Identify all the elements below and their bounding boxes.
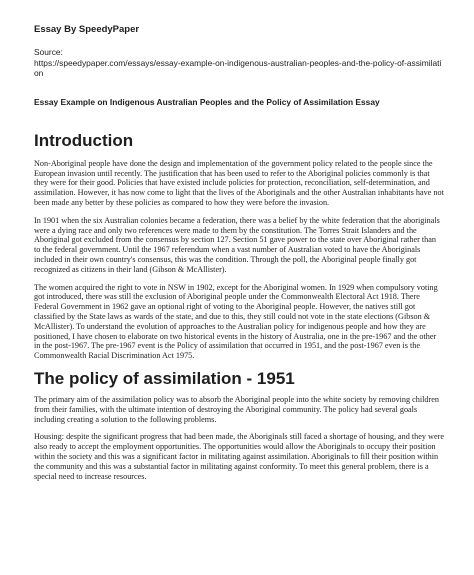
section-heading-introduction: Introduction xyxy=(34,130,134,150)
paragraph: Non-Aboriginal people have done the design and implementation of the government policy related to the people since the European invasion until recently. The justification that has been used to refer to the Aboriginal policies commonly is that they were for their good. Policies that have existed include policies for protection, reconciliation, self-determination, and assimilation. However, it has now come to light that the lives of the Aboriginals and the other Australian inhabitants have not been made any better by these policies as compared to how they were before the invasion. xyxy=(34,158,444,207)
paragraph: Housing: despite the significant progress that had been made, the Aboriginals still faced a shortage of housing, and they were also ready to accept the employment opportunities. The opportunities would allow the Aboriginals to occupy their position within the society and this was a significant factor in militating against assimilation. Aboriginals to fill their position within the community and this was a substantial factor in militating against conformity. To meet this general problem, there is a special need to increase resources. xyxy=(34,432,444,481)
brand-title: Essay By SpeedyPaper xyxy=(34,24,140,35)
paragraph: The primary aim of the assimilation policy was to absorb the Aboriginal people into the white society by removing children from their families, with the ultimate intention of destroying the Aboriginal community. The policy had several goals including creating a solution to the following problems. xyxy=(34,394,439,424)
source-url-link[interactable]: https://speedypaper.com/essays/essay-example-on-indigenous-australian-peoples-and-the-policy-of-assimilation xyxy=(34,57,442,79)
section-heading-assimilation: The policy of assimilation - 1951 xyxy=(34,368,295,388)
source-label: Source: xyxy=(34,47,63,57)
source-block xyxy=(34,47,444,79)
paragraph: In 1901 when the six Australian colonies became a federation, there was a belief by the white federation that the aboriginals were a dying race and only two references were made to them by the constitution. The Torres Strait Islanders and the Aboriginal got excluded from the consensus by section 127. Section 51 gave power to the state over Aboriginal rather than to the federal government. Until the 1967 referendum when a vast number of Australian voted to have the Aboriginals included in their own country's consensus, this was the condition. Through the poll, the Aboriginal people finally got recognized as citizens in their land (Gibson & McAllister). xyxy=(34,215,440,274)
paragraph: The women acquired the right to vote in NSW in 1902, except for the Aboriginal women. In 1929 when compulsory voting got introduced, there was still the exclusion of Aboriginal people under the Commonwealth Electoral Act 1918. There Federal Government in 1962 gave an optional right of voting to the Aboriginal people. However, the natives still got classified by the State laws as wards of the state, and due to this, they still could not vote in the state elections (Gibson & McAllister). To understand the evolution of approaches to the Australian policy for indigenous people and how they are positioned, I have chosen to elaborate on two historical events in the history of Australia, one in the pre-1967 and the other in the post-1967. The pre-1967 event is the Policy of assimilation that occurred in 1951, and the post-1967 even is the Commonwealth Racial Discrimination Act 1975. xyxy=(34,282,438,361)
essay-title: Essay Example on Indigenous Australian Peoples and the Policy of Assimilation Essay xyxy=(34,96,380,107)
